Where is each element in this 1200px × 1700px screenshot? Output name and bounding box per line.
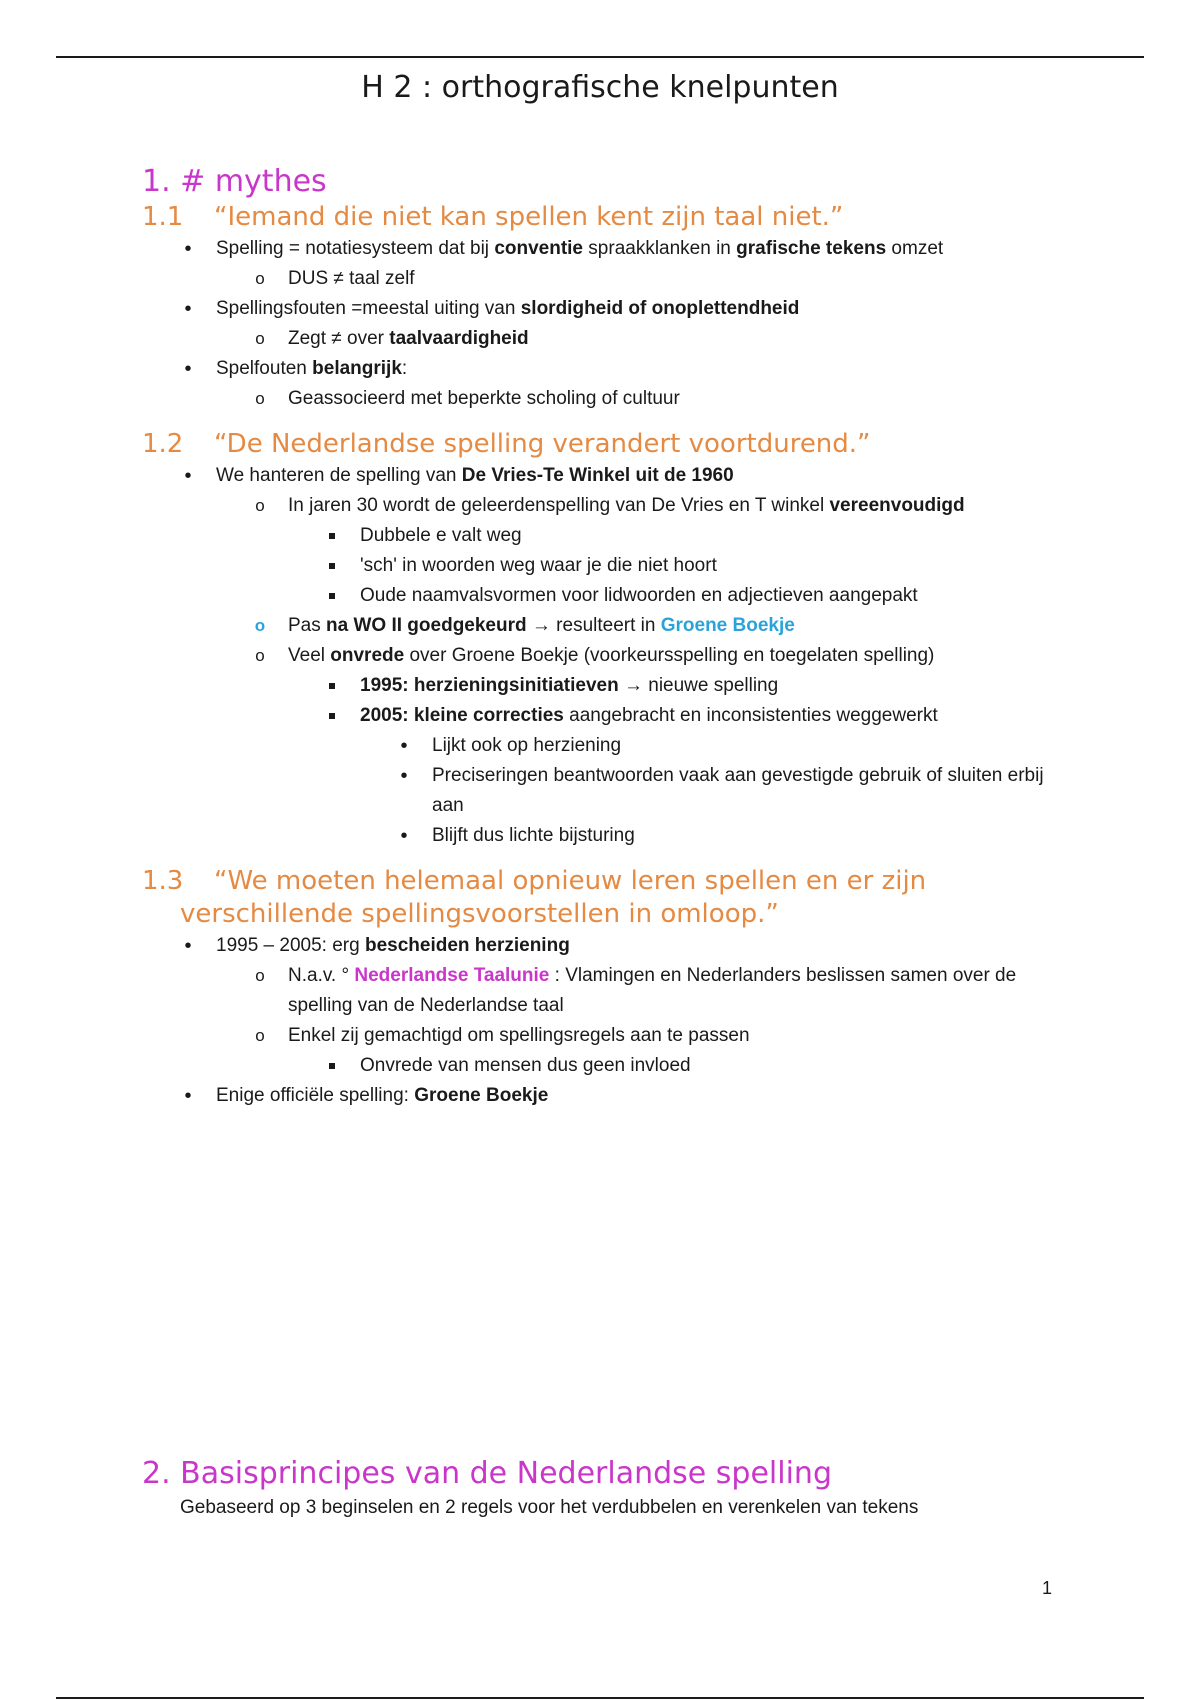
bottom-rule xyxy=(56,1697,1144,1699)
subsection-1-1-list xyxy=(142,234,1072,414)
square-bullet-icon xyxy=(322,521,342,551)
circle-bullet-icon xyxy=(250,384,270,414)
section-2-heading: 2. Basisprincipes van de Nederlandse spelling xyxy=(142,1456,832,1491)
bullet-icon xyxy=(178,234,198,265)
page-title: H 2 : orthografische knelpunten xyxy=(361,70,839,105)
subsection-title-line-2: verschillende spellingsvoorstellen in omloop.” xyxy=(180,899,779,929)
square-bullet-icon xyxy=(322,1051,342,1081)
list-item: o Enkel zij gemachtigd om spellingsregels aan te passen xyxy=(142,1021,1072,1051)
list-item: 'sch' in woorden weg waar je die niet hoort xyxy=(142,551,1072,581)
list-item: Oude naamvalsvormen voor lidwoorden en adjectieven aangepakt xyxy=(142,581,1072,611)
circle-bullet-icon xyxy=(250,264,270,294)
bullet-icon xyxy=(178,1081,198,1112)
page-number: 1 xyxy=(1042,1578,1053,1598)
list-item: • Spellingsfouten =meestal uiting van slordigheid of onoplettendheid xyxy=(142,294,1072,324)
section-1 xyxy=(142,163,1072,1111)
list-item: o DUS ≠ taal zelf xyxy=(142,264,1072,294)
subsection-title-line-1: “We moeten helemaal opnieuw leren spellen en er zijn xyxy=(214,866,927,896)
list-item: o Veel onvrede over Groene Boekje (voorkeursspelling en toegelaten spelling) xyxy=(142,641,1072,671)
list-item: 1995: herzieningsinitiatieven → nieuwe spelling xyxy=(142,671,1072,701)
arrow-right-icon: → xyxy=(526,615,557,636)
list-item: • Spelling = notatiesysteem dat bij conventie spraakklanken in grafische tekens omzet xyxy=(142,234,1072,264)
section-2 xyxy=(142,1455,1072,1523)
list-item: • Enige officiële spelling: Groene Boekje xyxy=(142,1081,1072,1111)
list-item: Onvrede van mensen dus geen invloed xyxy=(142,1051,1072,1081)
bullet-icon xyxy=(394,761,414,792)
circle-bullet-icon xyxy=(250,1021,270,1051)
circle-bullet-icon xyxy=(250,324,270,354)
list-item: o N.a.v. ° Nederlandse Taalunie : Vlamingen en Nederlanders beslissen samen over de spelling van de Nederlandse taal xyxy=(142,961,1072,1021)
groene-boekje-highlight: Groene Boekje xyxy=(660,615,795,636)
list-item: • 1995 – 2005: erg bescheiden herziening xyxy=(142,931,1072,961)
list-item: • Preciseringen beantwoorden vaak aan gevestigde gebruik of sluiten erbij aan xyxy=(142,761,1072,821)
list-item: • Lijkt ook op herziening xyxy=(142,731,1072,761)
subsection-number: 1.1 xyxy=(142,202,184,232)
subsection-1-1-heading xyxy=(142,201,1072,234)
list-item: Dubbele e valt weg xyxy=(142,521,1072,551)
subsection-title: “De Nederlandse spelling verandert voortdurend.” xyxy=(214,429,871,459)
list-item: o Zegt ≠ over taalvaardigheid xyxy=(142,324,1072,354)
bullet-icon xyxy=(178,461,198,492)
subsection-1-2-heading xyxy=(142,428,1072,461)
top-rule xyxy=(56,56,1144,58)
square-bullet-icon xyxy=(322,551,342,581)
subsection-1-3-heading xyxy=(142,865,1072,931)
list-item: o In jaren 30 wordt de geleerdenspelling van De Vries en T winkel vereenvoudigd xyxy=(142,491,1072,521)
subsection-1-3-list xyxy=(142,931,1072,1111)
bullet-icon xyxy=(394,821,414,852)
bullet-icon xyxy=(178,931,198,962)
subsection-number: 1.3 xyxy=(142,866,184,896)
circle-bullet-icon xyxy=(250,641,270,671)
subsection-1-2-list xyxy=(142,461,1072,851)
bullet-icon xyxy=(394,731,414,762)
section-2-subtitle: Gebaseerd op 3 beginselen en 2 regels voor het verdubbelen en verenkelen van tekens xyxy=(180,1497,919,1518)
square-bullet-icon xyxy=(322,701,342,731)
circle-bullet-icon xyxy=(250,491,270,521)
list-item: o Geassocieerd met beperkte scholing of cultuur xyxy=(142,384,1072,414)
list-item: • Spelfouten belangrijk: xyxy=(142,354,1072,384)
list-item: • Blijft dus lichte bijsturing xyxy=(142,821,1072,851)
list-item: • We hanteren de spelling van De Vries-Te Winkel uit de 1960 xyxy=(142,461,1072,491)
list-item: 2005: kleine correcties aangebracht en inconsistenties weggewerkt xyxy=(142,701,1072,731)
subsection-title: “Iemand die niet kan spellen kent zijn taal niet.” xyxy=(214,202,844,232)
subsection-number: 1.2 xyxy=(142,429,184,459)
list-item: o Pas na WO II goedgekeurd → resulteert in Groene Boekje xyxy=(142,611,1072,641)
circle-bullet-icon xyxy=(250,961,270,991)
section-1-heading: 1. # mythes xyxy=(142,164,327,199)
circle-bullet-icon xyxy=(250,611,270,641)
square-bullet-icon xyxy=(322,581,342,611)
taalunie-highlight: Nederlandse Taalunie xyxy=(354,965,550,986)
bullet-icon xyxy=(178,294,198,325)
square-bullet-icon xyxy=(322,671,342,701)
bullet-icon xyxy=(178,354,198,385)
